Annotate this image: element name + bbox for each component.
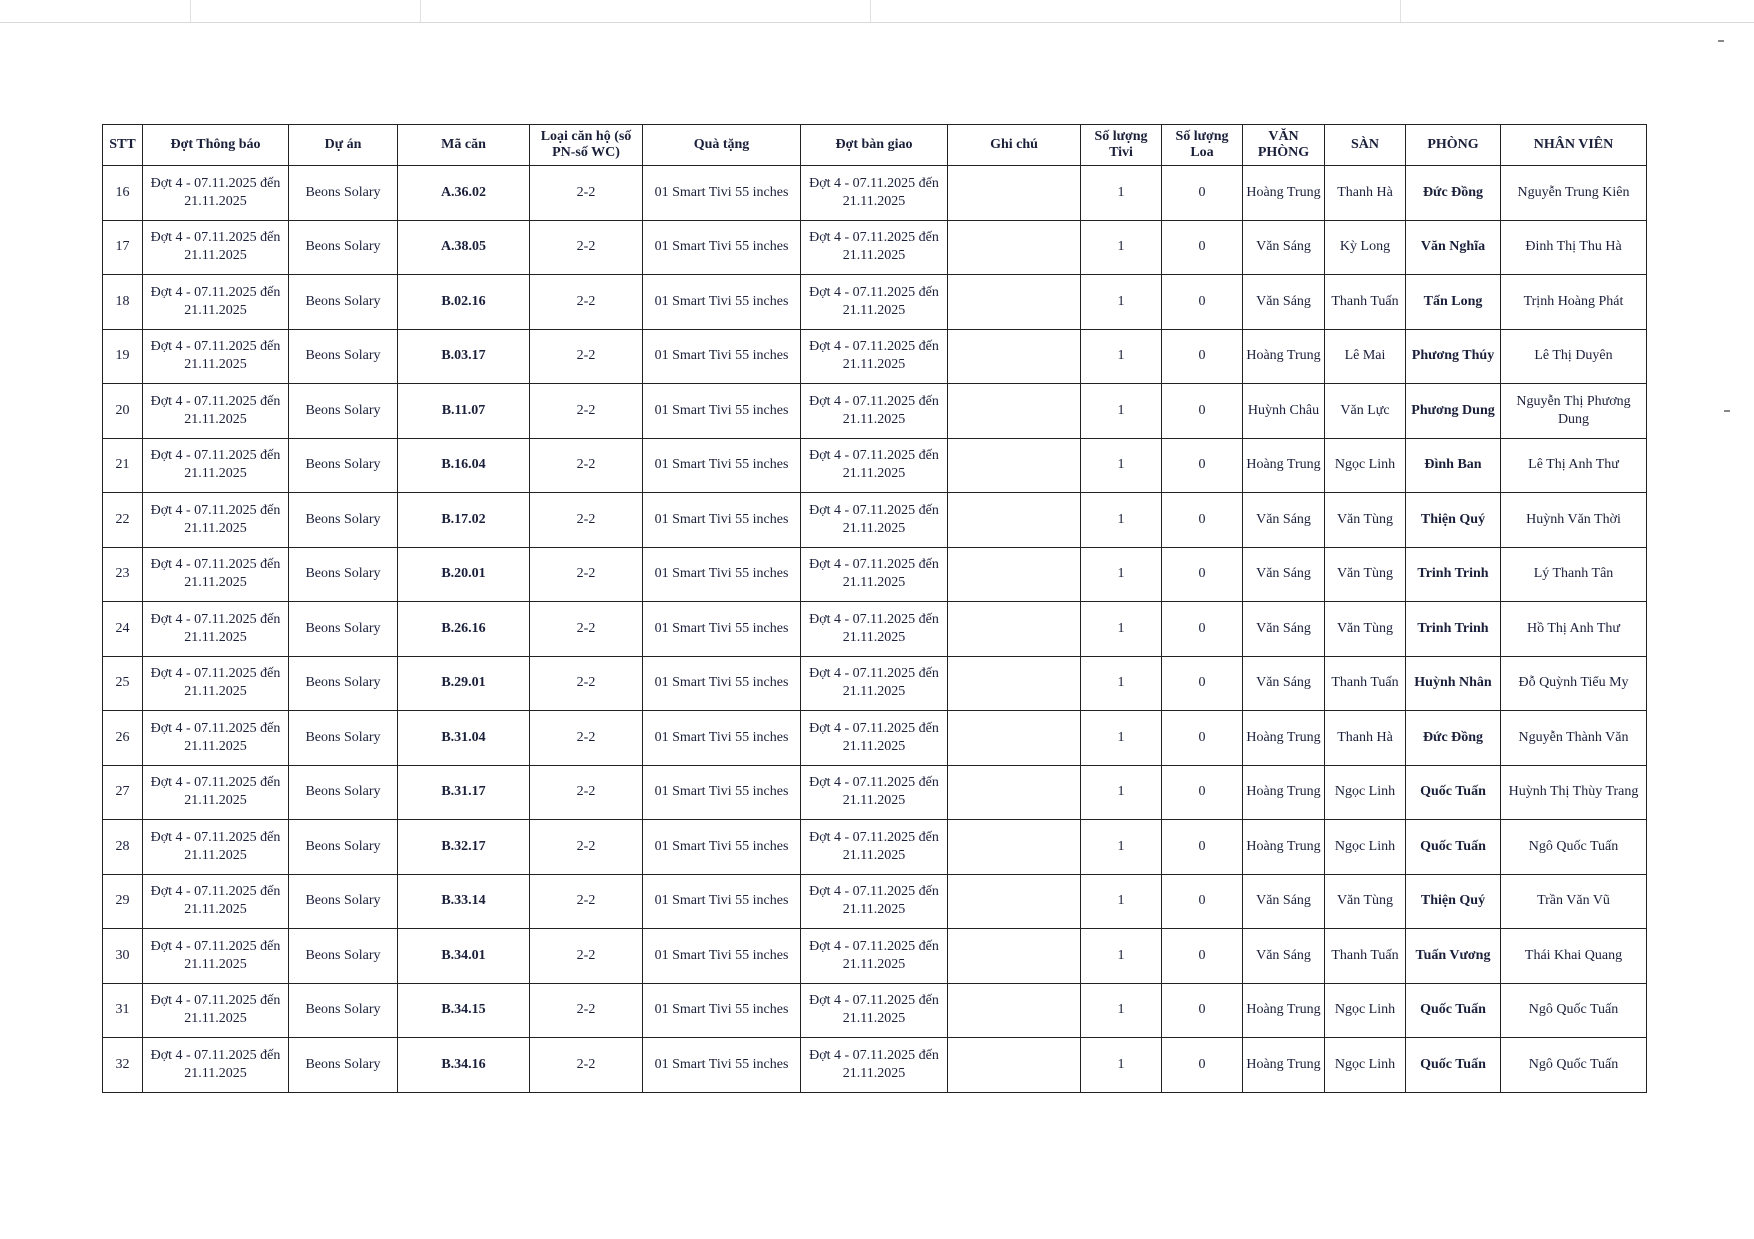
cell-ma-can: B.26.16 [398, 602, 530, 657]
cell-ghi-chu [948, 493, 1081, 548]
cell-loai-can-ho: 2-2 [530, 711, 643, 766]
cell-ghi-chu [948, 220, 1081, 275]
cell-so-luong-tivi: 1 [1081, 1038, 1162, 1093]
cell-phong: Quốc Tuấn [1406, 1038, 1501, 1093]
cell-so-luong-loa: 0 [1162, 656, 1243, 711]
cell-ghi-chu [948, 1038, 1081, 1093]
table-row [103, 493, 1647, 548]
cell-nhan-vien: Nguyễn Thị Phương Dung [1501, 384, 1647, 439]
cell-phong: Trinh Trinh [1406, 602, 1501, 657]
cell-so-luong-tivi: 1 [1081, 275, 1162, 330]
cell-loai-can-ho: 2-2 [530, 983, 643, 1038]
cell-van-phong: Văn Sáng [1243, 929, 1325, 984]
cell-phong: Phương Dung [1406, 384, 1501, 439]
cell-stt: 24 [103, 602, 143, 657]
cell-loai-can-ho: 2-2 [530, 547, 643, 602]
cell-ma-can: A.36.02 [398, 166, 530, 221]
cell-van-phong: Văn Sáng [1243, 547, 1325, 602]
cell-loai-can-ho: 2-2 [530, 329, 643, 384]
cell-qua-tang: 01 Smart Tivi 55 inches [643, 765, 801, 820]
cell-ma-can: B.20.01 [398, 547, 530, 602]
cell-van-phong: Hoàng Trung [1243, 820, 1325, 875]
cell-ghi-chu [948, 820, 1081, 875]
cell-van-phong: Văn Sáng [1243, 220, 1325, 275]
cell-so-luong-loa: 0 [1162, 820, 1243, 875]
cell-dot-ban-giao: Đợt 4 - 07.11.2025 đến 21.11.2025 [801, 765, 948, 820]
cell-san: Ngọc Linh [1325, 983, 1406, 1038]
table-header-row [103, 125, 1647, 166]
col-header: SÀN [1325, 125, 1406, 166]
cell-phong: Văn Nghĩa [1406, 220, 1501, 275]
cell-du-an: Beons Solary [289, 820, 398, 875]
cell-stt: 26 [103, 711, 143, 766]
cell-qua-tang: 01 Smart Tivi 55 inches [643, 166, 801, 221]
cell-ma-can: B.11.07 [398, 384, 530, 439]
cell-stt: 23 [103, 547, 143, 602]
cell-phong: Trinh Trinh [1406, 547, 1501, 602]
cell-ma-can: B.32.17 [398, 820, 530, 875]
cell-loai-can-ho: 2-2 [530, 1038, 643, 1093]
cell-loai-can-ho: 2-2 [530, 220, 643, 275]
col-header: Dự án [289, 125, 398, 166]
cell-qua-tang: 01 Smart Tivi 55 inches [643, 493, 801, 548]
table-row [103, 656, 1647, 711]
table-row [103, 275, 1647, 330]
cell-stt: 22 [103, 493, 143, 548]
cell-dot-thong-bao: Đợt 4 - 07.11.2025 đến 21.11.2025 [143, 874, 289, 929]
cell-ma-can: B.31.17 [398, 765, 530, 820]
cell-qua-tang: 01 Smart Tivi 55 inches [643, 820, 801, 875]
cell-du-an: Beons Solary [289, 1038, 398, 1093]
cell-so-luong-tivi: 1 [1081, 438, 1162, 493]
scan-artifact [420, 0, 421, 22]
col-header: Số lượng Loa [1162, 125, 1243, 166]
table-row [103, 765, 1647, 820]
cell-qua-tang: 01 Smart Tivi 55 inches [643, 220, 801, 275]
cell-ma-can: B.31.04 [398, 711, 530, 766]
cell-so-luong-tivi: 1 [1081, 547, 1162, 602]
scan-artifact [1400, 0, 1401, 22]
cell-nhan-vien: Ngô Quốc Tuấn [1501, 820, 1647, 875]
cell-so-luong-tivi: 1 [1081, 656, 1162, 711]
scan-artifact [870, 0, 871, 22]
cell-dot-thong-bao: Đợt 4 - 07.11.2025 đến 21.11.2025 [143, 820, 289, 875]
cell-phong: Thiện Quý [1406, 874, 1501, 929]
cell-stt: 25 [103, 656, 143, 711]
cell-san: Thanh Hà [1325, 166, 1406, 221]
scan-artifact [1718, 40, 1724, 42]
cell-so-luong-loa: 0 [1162, 547, 1243, 602]
cell-du-an: Beons Solary [289, 384, 398, 439]
table-row [103, 711, 1647, 766]
cell-so-luong-loa: 0 [1162, 1038, 1243, 1093]
cell-stt: 20 [103, 384, 143, 439]
cell-dot-thong-bao: Đợt 4 - 07.11.2025 đến 21.11.2025 [143, 438, 289, 493]
cell-qua-tang: 01 Smart Tivi 55 inches [643, 329, 801, 384]
col-header: Ghi chú [948, 125, 1081, 166]
cell-dot-ban-giao: Đợt 4 - 07.11.2025 đến 21.11.2025 [801, 329, 948, 384]
cell-ghi-chu [948, 275, 1081, 330]
cell-qua-tang: 01 Smart Tivi 55 inches [643, 547, 801, 602]
cell-ghi-chu [948, 602, 1081, 657]
cell-du-an: Beons Solary [289, 983, 398, 1038]
cell-so-luong-loa: 0 [1162, 983, 1243, 1038]
cell-ghi-chu [948, 765, 1081, 820]
cell-ma-can: B.34.16 [398, 1038, 530, 1093]
cell-san: Thanh Tuấn [1325, 929, 1406, 984]
cell-qua-tang: 01 Smart Tivi 55 inches [643, 1038, 801, 1093]
col-header: Đợt Thông báo [143, 125, 289, 166]
cell-ghi-chu [948, 329, 1081, 384]
cell-phong: Đức Đồng [1406, 711, 1501, 766]
cell-so-luong-loa: 0 [1162, 384, 1243, 439]
scan-artifact [190, 0, 191, 22]
cell-stt: 28 [103, 820, 143, 875]
cell-dot-thong-bao: Đợt 4 - 07.11.2025 đến 21.11.2025 [143, 983, 289, 1038]
cell-dot-ban-giao: Đợt 4 - 07.11.2025 đến 21.11.2025 [801, 220, 948, 275]
table-row [103, 220, 1647, 275]
cell-nhan-vien: Đỗ Quỳnh Tiểu My [1501, 656, 1647, 711]
cell-dot-ban-giao: Đợt 4 - 07.11.2025 đến 21.11.2025 [801, 275, 948, 330]
cell-dot-thong-bao: Đợt 4 - 07.11.2025 đến 21.11.2025 [143, 656, 289, 711]
cell-van-phong: Văn Sáng [1243, 275, 1325, 330]
cell-dot-thong-bao: Đợt 4 - 07.11.2025 đến 21.11.2025 [143, 929, 289, 984]
table-row [103, 547, 1647, 602]
cell-so-luong-tivi: 1 [1081, 166, 1162, 221]
cell-qua-tang: 01 Smart Tivi 55 inches [643, 983, 801, 1038]
cell-dot-thong-bao: Đợt 4 - 07.11.2025 đến 21.11.2025 [143, 220, 289, 275]
cell-so-luong-loa: 0 [1162, 220, 1243, 275]
handover-gift-table [102, 124, 1647, 1093]
cell-so-luong-tivi: 1 [1081, 602, 1162, 657]
cell-ma-can: B.02.16 [398, 275, 530, 330]
cell-nhan-vien: Ngô Quốc Tuấn [1501, 1038, 1647, 1093]
cell-van-phong: Hoàng Trung [1243, 765, 1325, 820]
cell-dot-ban-giao: Đợt 4 - 07.11.2025 đến 21.11.2025 [801, 656, 948, 711]
cell-dot-thong-bao: Đợt 4 - 07.11.2025 đến 21.11.2025 [143, 329, 289, 384]
cell-phong: Huỳnh Nhân [1406, 656, 1501, 711]
cell-nhan-vien: Thái Khai Quang [1501, 929, 1647, 984]
cell-loai-can-ho: 2-2 [530, 656, 643, 711]
cell-loai-can-ho: 2-2 [530, 438, 643, 493]
cell-stt: 29 [103, 874, 143, 929]
scan-header-strip [0, 0, 1754, 23]
col-header: PHÒNG [1406, 125, 1501, 166]
cell-van-phong: Hoàng Trung [1243, 983, 1325, 1038]
cell-du-an: Beons Solary [289, 275, 398, 330]
table-row [103, 384, 1647, 439]
cell-stt: 31 [103, 983, 143, 1038]
scan-artifact [1724, 410, 1730, 412]
cell-van-phong: Hoàng Trung [1243, 166, 1325, 221]
col-header: Số lượng Tivi [1081, 125, 1162, 166]
cell-stt: 17 [103, 220, 143, 275]
cell-san: Lê Mai [1325, 329, 1406, 384]
cell-dot-ban-giao: Đợt 4 - 07.11.2025 đến 21.11.2025 [801, 820, 948, 875]
cell-ma-can: B.17.02 [398, 493, 530, 548]
cell-so-luong-tivi: 1 [1081, 929, 1162, 984]
cell-san: Ngọc Linh [1325, 1038, 1406, 1093]
cell-van-phong: Hoàng Trung [1243, 438, 1325, 493]
cell-phong: Quốc Tuấn [1406, 765, 1501, 820]
cell-san: Thanh Tuấn [1325, 656, 1406, 711]
cell-so-luong-tivi: 1 [1081, 384, 1162, 439]
cell-stt: 21 [103, 438, 143, 493]
cell-so-luong-tivi: 1 [1081, 329, 1162, 384]
cell-ma-can: B.29.01 [398, 656, 530, 711]
cell-dot-ban-giao: Đợt 4 - 07.11.2025 đến 21.11.2025 [801, 166, 948, 221]
cell-so-luong-loa: 0 [1162, 329, 1243, 384]
cell-dot-thong-bao: Đợt 4 - 07.11.2025 đến 21.11.2025 [143, 275, 289, 330]
cell-nhan-vien: Nguyễn Thành Văn [1501, 711, 1647, 766]
cell-van-phong: Hoàng Trung [1243, 711, 1325, 766]
cell-so-luong-tivi: 1 [1081, 220, 1162, 275]
cell-qua-tang: 01 Smart Tivi 55 inches [643, 438, 801, 493]
cell-phong: Thiện Quý [1406, 493, 1501, 548]
cell-so-luong-loa: 0 [1162, 765, 1243, 820]
cell-so-luong-tivi: 1 [1081, 711, 1162, 766]
col-header: NHÂN VIÊN [1501, 125, 1647, 166]
table-row [103, 438, 1647, 493]
cell-du-an: Beons Solary [289, 493, 398, 548]
col-header: Quà tặng [643, 125, 801, 166]
cell-phong: Quốc Tuấn [1406, 820, 1501, 875]
cell-stt: 30 [103, 929, 143, 984]
cell-stt: 32 [103, 1038, 143, 1093]
cell-loai-can-ho: 2-2 [530, 166, 643, 221]
cell-van-phong: Hoàng Trung [1243, 1038, 1325, 1093]
cell-loai-can-ho: 2-2 [530, 384, 643, 439]
cell-van-phong: Hoàng Trung [1243, 329, 1325, 384]
col-header: Mã căn [398, 125, 530, 166]
cell-phong: Tuấn Vương [1406, 929, 1501, 984]
cell-san: Văn Tùng [1325, 547, 1406, 602]
cell-du-an: Beons Solary [289, 602, 398, 657]
cell-dot-thong-bao: Đợt 4 - 07.11.2025 đến 21.11.2025 [143, 493, 289, 548]
cell-dot-thong-bao: Đợt 4 - 07.11.2025 đến 21.11.2025 [143, 166, 289, 221]
cell-dot-ban-giao: Đợt 4 - 07.11.2025 đến 21.11.2025 [801, 1038, 948, 1093]
cell-san: Thanh Tuấn [1325, 275, 1406, 330]
cell-loai-can-ho: 2-2 [530, 765, 643, 820]
cell-dot-ban-giao: Đợt 4 - 07.11.2025 đến 21.11.2025 [801, 929, 948, 984]
cell-phong: Quốc Tuấn [1406, 983, 1501, 1038]
cell-stt: 27 [103, 765, 143, 820]
cell-loai-can-ho: 2-2 [530, 493, 643, 548]
cell-so-luong-loa: 0 [1162, 438, 1243, 493]
cell-du-an: Beons Solary [289, 329, 398, 384]
cell-loai-can-ho: 2-2 [530, 275, 643, 330]
cell-qua-tang: 01 Smart Tivi 55 inches [643, 874, 801, 929]
cell-loai-can-ho: 2-2 [530, 929, 643, 984]
cell-van-phong: Văn Sáng [1243, 602, 1325, 657]
cell-stt: 19 [103, 329, 143, 384]
cell-ma-can: B.33.14 [398, 874, 530, 929]
cell-nhan-vien: Lê Thị Anh Thư [1501, 438, 1647, 493]
cell-san: Kỳ Long [1325, 220, 1406, 275]
cell-ghi-chu [948, 384, 1081, 439]
table-row [103, 166, 1647, 221]
cell-phong: Phương Thúy [1406, 329, 1501, 384]
cell-san: Văn Tùng [1325, 602, 1406, 657]
cell-nhan-vien: Trần Văn Vũ [1501, 874, 1647, 929]
cell-dot-ban-giao: Đợt 4 - 07.11.2025 đến 21.11.2025 [801, 493, 948, 548]
table-row [103, 329, 1647, 384]
col-header: VĂN PHÒNG [1243, 125, 1325, 166]
cell-loai-can-ho: 2-2 [530, 820, 643, 875]
cell-dot-thong-bao: Đợt 4 - 07.11.2025 đến 21.11.2025 [143, 1038, 289, 1093]
cell-loai-can-ho: 2-2 [530, 874, 643, 929]
cell-san: Văn Tùng [1325, 493, 1406, 548]
cell-dot-ban-giao: Đợt 4 - 07.11.2025 đến 21.11.2025 [801, 602, 948, 657]
cell-nhan-vien: Đinh Thị Thu Hà [1501, 220, 1647, 275]
cell-du-an: Beons Solary [289, 220, 398, 275]
table-row [103, 983, 1647, 1038]
cell-van-phong: Huỳnh Châu [1243, 384, 1325, 439]
cell-nhan-vien: Trịnh Hoàng Phát [1501, 275, 1647, 330]
table-row [103, 602, 1647, 657]
cell-qua-tang: 01 Smart Tivi 55 inches [643, 656, 801, 711]
cell-dot-thong-bao: Đợt 4 - 07.11.2025 đến 21.11.2025 [143, 547, 289, 602]
cell-so-luong-tivi: 1 [1081, 983, 1162, 1038]
cell-nhan-vien: Nguyễn Trung Kiên [1501, 166, 1647, 221]
cell-qua-tang: 01 Smart Tivi 55 inches [643, 275, 801, 330]
cell-dot-ban-giao: Đợt 4 - 07.11.2025 đến 21.11.2025 [801, 438, 948, 493]
cell-so-luong-tivi: 1 [1081, 493, 1162, 548]
cell-so-luong-tivi: 1 [1081, 765, 1162, 820]
cell-dot-thong-bao: Đợt 4 - 07.11.2025 đến 21.11.2025 [143, 602, 289, 657]
cell-ghi-chu [948, 656, 1081, 711]
cell-so-luong-loa: 0 [1162, 711, 1243, 766]
cell-nhan-vien: Lý Thanh Tân [1501, 547, 1647, 602]
cell-dot-ban-giao: Đợt 4 - 07.11.2025 đến 21.11.2025 [801, 711, 948, 766]
cell-stt: 16 [103, 166, 143, 221]
cell-san: Ngọc Linh [1325, 438, 1406, 493]
cell-ghi-chu [948, 166, 1081, 221]
cell-du-an: Beons Solary [289, 166, 398, 221]
cell-du-an: Beons Solary [289, 547, 398, 602]
cell-ghi-chu [948, 983, 1081, 1038]
cell-ghi-chu [948, 438, 1081, 493]
cell-nhan-vien: Lê Thị Duyên [1501, 329, 1647, 384]
cell-ma-can: B.34.01 [398, 929, 530, 984]
cell-ghi-chu [948, 711, 1081, 766]
cell-dot-ban-giao: Đợt 4 - 07.11.2025 đến 21.11.2025 [801, 874, 948, 929]
cell-van-phong: Văn Sáng [1243, 874, 1325, 929]
cell-so-luong-loa: 0 [1162, 874, 1243, 929]
col-header: Loại căn hộ (số PN-số WC) [530, 125, 643, 166]
cell-van-phong: Văn Sáng [1243, 656, 1325, 711]
cell-phong: Tấn Long [1406, 275, 1501, 330]
cell-ma-can: B.34.15 [398, 983, 530, 1038]
cell-loai-can-ho: 2-2 [530, 602, 643, 657]
cell-qua-tang: 01 Smart Tivi 55 inches [643, 384, 801, 439]
cell-san: Thanh Hà [1325, 711, 1406, 766]
cell-so-luong-tivi: 1 [1081, 820, 1162, 875]
cell-du-an: Beons Solary [289, 711, 398, 766]
table-row [103, 929, 1647, 984]
cell-dot-thong-bao: Đợt 4 - 07.11.2025 đến 21.11.2025 [143, 384, 289, 439]
cell-so-luong-tivi: 1 [1081, 874, 1162, 929]
table-row [103, 820, 1647, 875]
cell-so-luong-loa: 0 [1162, 602, 1243, 657]
cell-san: Ngọc Linh [1325, 765, 1406, 820]
cell-san: Văn Lực [1325, 384, 1406, 439]
cell-ghi-chu [948, 929, 1081, 984]
cell-so-luong-loa: 0 [1162, 493, 1243, 548]
cell-nhan-vien: Huỳnh Văn Thời [1501, 493, 1647, 548]
cell-du-an: Beons Solary [289, 874, 398, 929]
cell-dot-ban-giao: Đợt 4 - 07.11.2025 đến 21.11.2025 [801, 384, 948, 439]
cell-san: Ngọc Linh [1325, 820, 1406, 875]
cell-nhan-vien: Huỳnh Thị Thùy Trang [1501, 765, 1647, 820]
cell-dot-thong-bao: Đợt 4 - 07.11.2025 đến 21.11.2025 [143, 711, 289, 766]
col-header: Đợt bàn giao [801, 125, 948, 166]
cell-phong: Đình Ban [1406, 438, 1501, 493]
cell-van-phong: Văn Sáng [1243, 493, 1325, 548]
cell-so-luong-loa: 0 [1162, 166, 1243, 221]
cell-ma-can: B.03.17 [398, 329, 530, 384]
cell-ma-can: B.16.04 [398, 438, 530, 493]
table-row [103, 1038, 1647, 1093]
cell-dot-thong-bao: Đợt 4 - 07.11.2025 đến 21.11.2025 [143, 765, 289, 820]
cell-du-an: Beons Solary [289, 765, 398, 820]
cell-du-an: Beons Solary [289, 438, 398, 493]
cell-san: Văn Tùng [1325, 874, 1406, 929]
cell-so-luong-loa: 0 [1162, 275, 1243, 330]
cell-du-an: Beons Solary [289, 656, 398, 711]
cell-ghi-chu [948, 874, 1081, 929]
cell-phong: Đức Đồng [1406, 166, 1501, 221]
table-row [103, 874, 1647, 929]
cell-qua-tang: 01 Smart Tivi 55 inches [643, 711, 801, 766]
cell-ma-can: A.38.05 [398, 220, 530, 275]
cell-nhan-vien: Hồ Thị Anh Thư [1501, 602, 1647, 657]
cell-nhan-vien: Ngô Quốc Tuấn [1501, 983, 1647, 1038]
cell-qua-tang: 01 Smart Tivi 55 inches [643, 602, 801, 657]
cell-dot-ban-giao: Đợt 4 - 07.11.2025 đến 21.11.2025 [801, 547, 948, 602]
cell-qua-tang: 01 Smart Tivi 55 inches [643, 929, 801, 984]
cell-ghi-chu [948, 547, 1081, 602]
cell-so-luong-loa: 0 [1162, 929, 1243, 984]
cell-du-an: Beons Solary [289, 929, 398, 984]
cell-stt: 18 [103, 275, 143, 330]
col-header: STT [103, 125, 143, 166]
cell-dot-ban-giao: Đợt 4 - 07.11.2025 đến 21.11.2025 [801, 983, 948, 1038]
